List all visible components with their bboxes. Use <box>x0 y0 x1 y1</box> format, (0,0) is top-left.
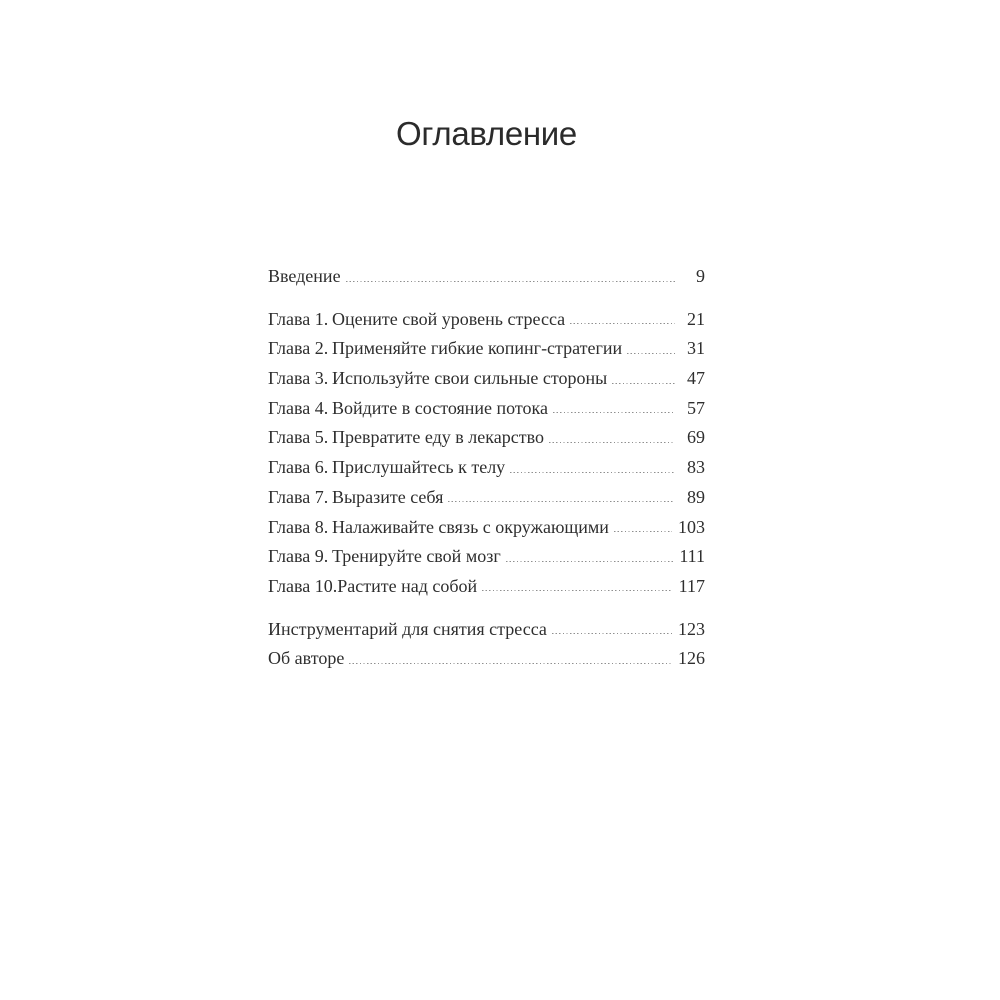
chapter-label: Глава 1. <box>268 308 329 329</box>
dot-leader <box>346 280 675 282</box>
toc-entry <box>268 338 705 368</box>
entry-title: Инструментарий для снятия стресса <box>268 618 547 639</box>
entry-title: Налаживайте связь с окружающими <box>332 516 609 537</box>
entry-page-number: 111 <box>679 546 705 567</box>
dot-leader <box>510 471 675 473</box>
entry-page-number: 103 <box>678 516 705 537</box>
entry-title: Растите над собой <box>337 575 478 596</box>
entry-page-number: 21 <box>687 308 705 329</box>
entry-page-number: 89 <box>687 486 705 507</box>
chapter-label: Глава 9. <box>268 546 329 567</box>
toc-entry <box>268 368 705 398</box>
entry-title: Тренируйте свой мозг <box>332 546 501 567</box>
entry-page-number: 69 <box>687 427 705 448</box>
toc-entry <box>268 427 705 457</box>
entry-title: Превратите еду в лекарство <box>332 427 544 448</box>
dot-leader <box>448 501 675 503</box>
entry-title: Войдите в состояние потока <box>332 397 549 418</box>
entry-page-number: 117 <box>678 575 705 596</box>
dot-leader <box>506 560 674 562</box>
entry-page-number: 47 <box>687 368 705 389</box>
dot-leader <box>482 590 672 592</box>
dot-leader <box>552 633 672 635</box>
dot-leader <box>570 323 675 325</box>
entry-title: Применяйте гибкие копинг-стратегии <box>332 338 623 359</box>
entry-title: Используйте свои сильные стороны <box>332 368 608 389</box>
toc-entry <box>268 648 705 678</box>
entry-title: Прислушайтесь к телу <box>332 457 506 478</box>
entry-page-number: 57 <box>687 397 705 418</box>
toc-entry <box>268 517 705 547</box>
toc-entry <box>268 266 705 296</box>
entry-title: Об авторе <box>268 648 345 669</box>
chapter-label: Глава 4. <box>268 397 329 418</box>
chapter-label: Глава 6. <box>268 457 329 478</box>
dot-leader <box>553 412 675 414</box>
dot-leader <box>349 662 672 664</box>
toc-list <box>268 266 705 678</box>
chapter-label: Глава 5. <box>268 427 329 448</box>
dot-leader <box>627 352 675 354</box>
toc-entry <box>268 576 705 606</box>
entry-page-number: 123 <box>678 618 705 639</box>
entry-page-number: 126 <box>678 648 705 669</box>
entry-title: Введение <box>268 266 341 286</box>
page-title: Оглавление <box>396 115 577 152</box>
dot-leader <box>614 531 672 533</box>
entry-title: Выразите себя <box>332 486 444 507</box>
entry-page-number: 31 <box>687 338 705 359</box>
dot-leader <box>612 382 675 384</box>
toc-entry <box>268 457 705 487</box>
entry-title: Оцените свой уровень стресса <box>332 308 566 329</box>
entry-page-number: 9 <box>696 266 705 286</box>
dot-leader <box>549 441 675 443</box>
chapter-label: Глава 10. <box>268 575 338 596</box>
entry-page-number: 83 <box>687 457 705 478</box>
toc-entry <box>268 619 705 649</box>
toc-entry <box>268 309 705 339</box>
chapter-label: Глава 8. <box>268 516 329 537</box>
toc-entry <box>268 487 705 517</box>
chapter-label: Глава 2. <box>268 338 329 359</box>
toc-entry <box>268 398 705 428</box>
chapter-label: Глава 3. <box>268 368 329 389</box>
toc-entry <box>268 546 705 576</box>
chapter-label: Глава 7. <box>268 486 329 507</box>
